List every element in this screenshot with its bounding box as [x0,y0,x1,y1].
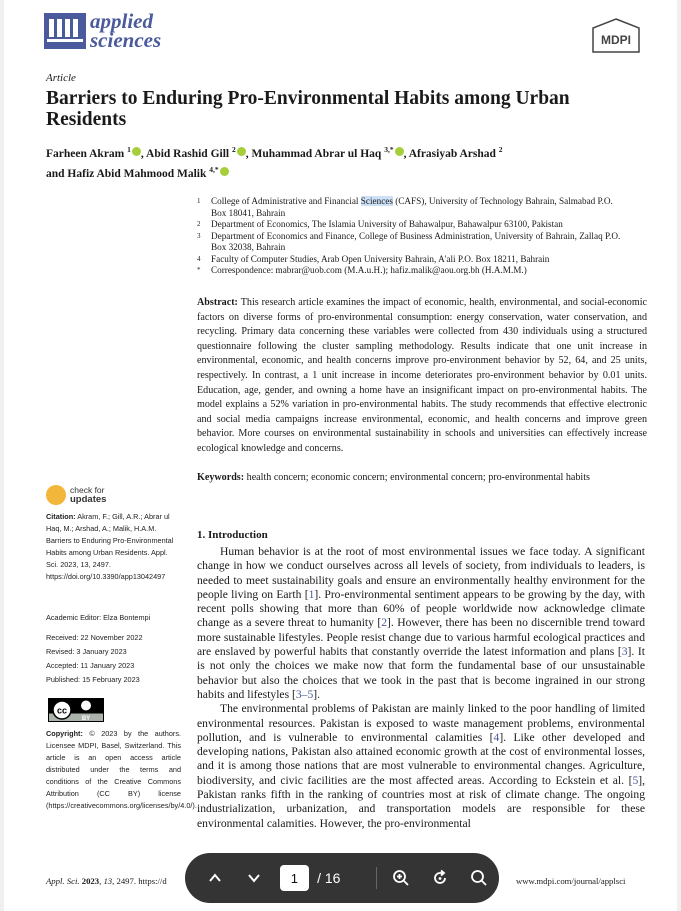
cc-by-license-icon[interactable] [48,698,104,722]
toolbar-divider [376,867,377,889]
journal-name-line1: applied [90,9,153,33]
zoom-in-button[interactable] [381,869,420,887]
published-date: Published: 15 February 2023 [46,675,140,684]
body-text: ], Pakistan ranks fifth in the ranking of countries most at risk of climate change. The ongoing industrialization, urbanization, and transportation models are responsible for these environmental calamities. However, the pro-environmental [197,773,645,830]
journal-logo [44,9,162,52]
orcid-icon[interactable] [220,167,229,176]
body-text: ]. Like other developed and developing nations, Pakistan also attained economic growth at the cost of environmental losses, and it is among those nations that are most vulnerable to environmental changes. Agriculture, biodiversity, and civic facilities are the most affected areas. According to Eckstein et al. [ [197,730,645,787]
paragraph-1 [197,545,645,702]
search-highlight: Sciences [360,196,393,206]
correspondence: * Correspondence: mabrar@uob.com (M.A.u.H.); hafiz.malik@aou.org.bh (H.A.M.M.) [197,265,527,275]
body-text: ]. However, there has been no discernible trend toward more sustainable lifestyles. People resist change due to various harmful ecological practices and are enslaved by powerful habits that constantly override the latest information and plans [ [197,616,646,659]
orcid-icon[interactable] [237,147,246,156]
author-list: Farheen Akram $^1$ , Abid Rashid Gill $^2$ , Muhammad Abrar ul Haq $^{3,*}$ , Afrasiyab Arshad $^2$ and Hafiz Abid Mahmood Malik $^{4,*}$ [46,145,503,180]
journal-logo-icon [44,13,86,49]
article-title: Barriers to Enduring Pro-Environmental Habits among Urban Residents [46,88,570,130]
check-for-updates-badge[interactable]: check for updates [46,485,106,505]
check-updates-icon [46,485,66,505]
citation-ref-link[interactable]: 4 [493,730,500,744]
body-text: ]. It is not only the choices we make now that form the fundamental base of our unsustainable behavior but also the choices that we took in the past that is become ingrained in our strong habits and lifestyles [ [197,645,645,701]
orcid-icon[interactable] [132,147,141,156]
citation-ref-link[interactable]: 5 [632,773,639,787]
affiliation-item: 4 Faculty of Computer Studies, Arab Open University Bahrain, A'ali P.O. Box 18211, Bahrain [197,253,550,264]
journal-name-line2: sciences [90,28,162,52]
rotate-button[interactable] [420,869,459,887]
academic-editor: Academic Editor: Elza Bontempi [46,613,151,622]
orcid-icon[interactable] [395,147,404,156]
revised-date: Revised: 3 January 2023 [46,647,127,656]
abstract [197,296,647,457]
chevron-down-icon [246,870,262,886]
author-name[interactable]: Afrasiyab Arshad [408,147,496,160]
body-text: ]. [313,687,321,701]
keywords-text: health concern; economic concern; environmental concern; pro-environmental habits [246,472,590,483]
keywords-label: Keywords: [197,472,245,483]
footer-journal-url[interactable]: www.mdpi.com/journal/applsci [516,876,626,886]
chevron-up-icon [207,870,223,886]
citation-ref-link[interactable]: 3–5 [295,687,314,701]
pdf-page [4,0,677,911]
body-text: The environmental problems of Pakistan are mainly linked to the poor handling of limited environmental resources. Pakistan is exposed to waste management problems, environmental pollution, and is vulnerable to environmental calamities [ [197,702,645,744]
footer-citation: Appl. Sci. 2023, 13, 2497. https://d [46,876,167,886]
copyright: Copyright: © 2023 by the authors. Licensee MDPI, Basel, Switzerland. This article is an open access article distributed under the terms and conditions of the Creative Commons Attribution (CC BY) license (https://creativecommons.org/licenses/by/4.0/). [46,729,197,810]
pdf-viewer-toolbar [185,853,499,903]
affiliation-item: 3 Department of Economics and Finance, College of Business Administration, University of Bahrain, Zallaq P.O. Box 32038, Bahrain [197,230,621,252]
author-name[interactable]: Hafiz Abid Mahmood Malik [67,167,207,180]
abstract-label: Abstract: [197,297,238,308]
affiliation-item: 1 College of Administrative and Financial Sciences (CAFS), University of Technology Bahrain, Salmabad P.O. Box 18041, Bahrain [197,196,613,218]
article-type: Article [46,72,76,84]
accepted-date: Accepted: 11 January 2023 [46,661,135,670]
search-button[interactable] [460,869,499,887]
rotate-icon [431,869,449,887]
svg-text:BY: BY [81,716,91,722]
affiliations [197,196,627,277]
mdpi-logo-text: MDPI [601,33,631,47]
author-name[interactable]: Muhammad Abrar ul Haq [251,147,382,160]
zoom-in-icon [392,869,410,887]
paragraph-2 [197,702,645,831]
citation-ref-link[interactable]: 1 [308,587,315,601]
author-name[interactable]: Farheen Akram [46,147,125,160]
body-text: Human behavior is at the root of most environmental issues we face today. A significant change in how we conduct ourselves across all levels of society, from individuals to leaders, is needed to meet sustainability goals and ensure an environmentally healthy environment for the people living on Earth [ [197,545,645,601]
svg-text:cc: cc [56,705,68,716]
citation-ref-link[interactable]: 2 [381,616,388,630]
abstract-text: This research article examines the impact of economic, health, environmental, and social-economic factors on diverse forms of pro-environmental consumption: energy conservation, water conservation, and recycling. Primary data concerning these variables were collected from 430 individuals using a structured questionnaire following the cluster sampling methodology. Results indicate that one unit increase in environmental, economic, and health concerns improve pro-environment behavior by 52, 64, and 25 units, respectively. In contrast, a 1 unit increase in income deteriorates pro-environment behavior by 0.01 units. Education, age, gender, and owning a home have an insignificant impact on pro-environmental habits. The model explains a 52% variation in pro-environmental habits. The study recommends that effective electronic and social media campaigns increase environmental, economic, and health concerns and improve green behavior. More courses on environmental sustainability in schools and universities can effectively increase ecological knowledge and concerns. [197,297,647,454]
mdpi-logo-icon [590,18,642,54]
citation-ref-link[interactable]: 3 [621,645,628,659]
page-total: / 16 [317,870,341,886]
author-conjunction: and [46,167,65,180]
received-date: Received: 22 November 2022 [46,633,143,642]
section-body [197,545,645,831]
previous-page-button[interactable] [195,870,234,886]
next-page-button[interactable] [234,870,273,886]
page-number-input[interactable]: 1 [280,865,309,891]
affiliation-item: 2 Department of Economics, The Islamia University of Bahawalpur, Bahawalpur 63100, Pakistan [197,219,563,229]
section-heading: 1. Introduction [197,529,268,541]
keywords [197,472,647,483]
author-name[interactable]: Abid Rashid Gill [146,147,230,160]
journal-name [90,9,162,52]
body-text: ]. Pro-environmental sentiment appears to be growing by the day, with recent polls showing that more than 60% of people worldwide now acknowledge climate change as a severe threat to humanity [ [197,587,645,630]
citation: Citation: Akram, F.; Gill, A.R.; Abrar ul Haq, M.; Arshad, A.; Malik, H.A.M. Barriers to Enduring Pro-Environmental Habits among Urban Residents. Appl. Sci. 2023, 13, 2497. https://doi.org/10.3390/app13042497 [46,512,174,581]
search-icon [470,869,488,887]
